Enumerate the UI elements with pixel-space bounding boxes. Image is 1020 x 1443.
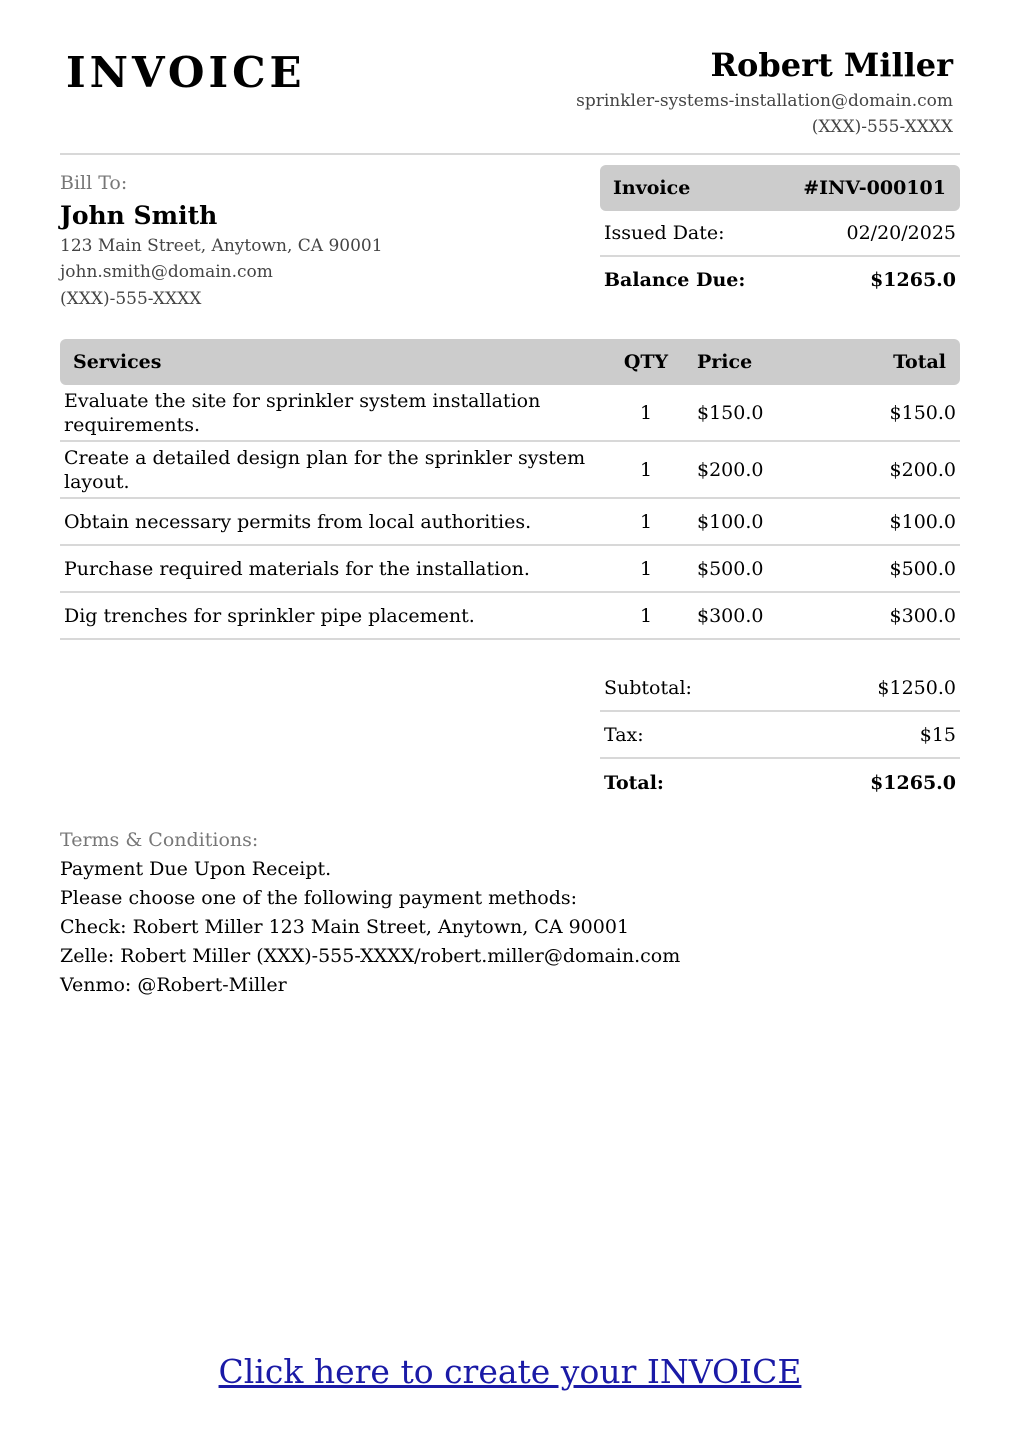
create-invoice-link[interactable]: Click here to create your INVOICE <box>218 1352 802 1391</box>
issued-date-value: 02/20/2025 <box>846 222 956 244</box>
service-price: $500.0 <box>697 557 764 580</box>
terms-section <box>60 826 680 1000</box>
service-price: $200.0 <box>697 458 764 481</box>
service-price: $300.0 <box>697 604 764 627</box>
balance-due-label: Balance Due: <box>604 269 746 291</box>
sender-email: sprinkler-systems-installation@domain.com <box>576 91 953 111</box>
service-qty: 1 <box>639 557 653 580</box>
total-value: $1265.0 <box>870 771 956 794</box>
table-row <box>60 593 960 640</box>
client-phone: (XXX)-555-XXXX <box>60 289 202 309</box>
invoice-meta <box>600 165 960 303</box>
header-qty: QTY <box>623 351 669 373</box>
invoice-number: #INV-000101 <box>803 177 946 199</box>
header-total: Total <box>893 351 946 373</box>
subtotal-label: Subtotal: <box>604 676 692 699</box>
balance-due-value: $1265.0 <box>870 269 956 291</box>
table-row <box>60 442 960 499</box>
invoice-label: Invoice <box>613 177 691 199</box>
client-email: john.smith@domain.com <box>60 262 273 282</box>
total-row <box>600 759 960 806</box>
service-description: Create a detailed design plan for the sprinkler system layout. <box>64 446 586 493</box>
service-description: Purchase required materials for the installation. <box>64 557 530 580</box>
header-divider <box>60 153 960 155</box>
client-name: John Smith <box>60 201 218 230</box>
table-row <box>60 499 960 546</box>
service-price: $100.0 <box>697 510 764 533</box>
balance-due-row <box>600 257 960 303</box>
subtotal-row <box>600 665 960 712</box>
service-price: $150.0 <box>697 401 764 424</box>
service-total: $150.0 <box>889 401 956 424</box>
service-description: Evaluate the site for sprinkler system installation requirements. <box>64 389 541 436</box>
service-total: $200.0 <box>889 458 956 481</box>
sender-phone: (XXX)-555-XXXX <box>811 117 953 137</box>
header-price: Price <box>697 351 753 373</box>
subtotal-value: $1250.0 <box>877 676 956 699</box>
total-label: Total: <box>604 771 664 794</box>
table-header <box>60 339 960 385</box>
tax-row <box>600 712 960 759</box>
service-qty: 1 <box>639 510 653 533</box>
table-row <box>60 385 960 442</box>
service-total: $300.0 <box>889 604 956 627</box>
service-qty: 1 <box>639 401 653 424</box>
service-qty: 1 <box>639 458 653 481</box>
terms-line: Please choose one of the following payment methods: <box>60 887 578 909</box>
tax-value: $15 <box>919 723 956 746</box>
header-services: Services <box>73 351 162 373</box>
service-description: Obtain necessary permits from local authorities. <box>64 510 532 533</box>
cta-container <box>0 1352 1020 1391</box>
totals-summary <box>600 665 960 806</box>
terms-line: Venmo: @Robert-Miller <box>60 974 287 996</box>
terms-line: Check: Robert Miller 123 Main Street, Anytown, CA 90001 <box>60 916 630 938</box>
service-qty: 1 <box>639 604 653 627</box>
sender-name: Robert Miller <box>710 46 953 84</box>
issued-date-label: Issued Date: <box>604 222 725 244</box>
service-total: $500.0 <box>889 557 956 580</box>
service-total: $100.0 <box>889 510 956 533</box>
invoice-number-header <box>600 165 960 211</box>
issued-date-row <box>600 211 960 257</box>
client-address: 123 Main Street, Anytown, CA 90001 <box>60 236 383 256</box>
bill-to-label: Bill To: <box>60 172 128 194</box>
table-row <box>60 546 960 593</box>
document-title: INVOICE <box>66 48 306 97</box>
services-table <box>60 339 960 640</box>
service-description: Dig trenches for sprinkler pipe placement. <box>64 604 475 627</box>
terms-line: Payment Due Upon Receipt. <box>60 858 332 880</box>
tax-label: Tax: <box>604 723 644 746</box>
terms-title: Terms & Conditions: <box>60 829 259 851</box>
terms-line: Zelle: Robert Miller (XXX)-555-XXXX/robert.miller@domain.com <box>60 945 681 967</box>
